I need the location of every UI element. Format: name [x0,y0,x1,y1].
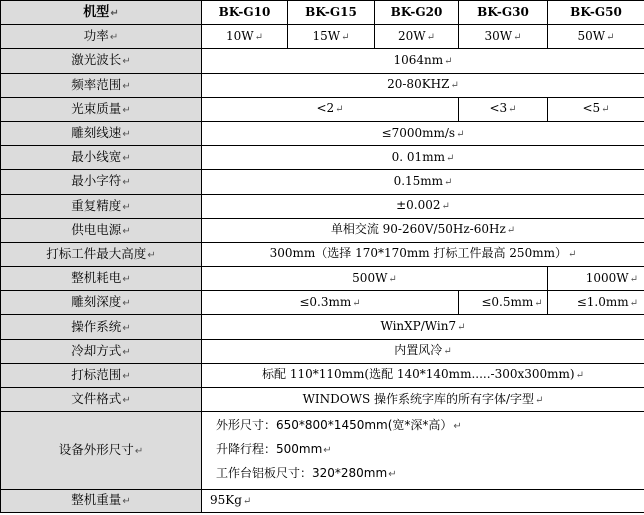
row-label: 雕刻深度↵ [1,291,202,315]
row-label: 供电电源↵ [1,218,202,242]
file-format-value: WINDOWS 操作系统字库的所有字体/字型↵ [202,388,644,412]
row-label: 设备外形尺寸↵ [1,412,202,490]
model-name: BK-G10 [202,1,288,25]
dimensions-line: 外形尺寸：650*800*1450mm(宽*深*高）↵ [216,418,462,433]
beam-quality-value: <2↵ [202,97,459,121]
engraving-depth-value: ≤0.5mm↵ [459,291,548,315]
max-height-value: 300mm（选择 170*170mm 打标工件最高 250mm）↵ [202,242,644,266]
frequency-value: 20-80KHZ↵ [202,73,644,97]
row-label: 激光波长↵ [1,49,202,73]
row-wavelength [1,49,644,73]
engraving-speed-value: ≤7000mm/s↵ [202,121,644,145]
row-label: 最小线宽↵ [1,146,202,170]
cooling-value: 内置风冷↵ [202,339,644,363]
header-label: 机型↵ [1,1,202,25]
row-beam-quality [1,97,644,121]
min-char-value: 0.15mm↵ [202,170,644,194]
row-engraving-speed [1,121,644,145]
row-frequency [1,73,644,97]
machine-power-value: 1000W↵ [548,267,644,291]
row-dimensions [1,412,644,490]
row-cooling [1,339,644,363]
dimensions-value [202,412,644,490]
row-label: 操作系统↵ [1,315,202,339]
row-label: 频率范围↵ [1,73,202,97]
row-min-char [1,170,644,194]
power-value: 30W↵ [459,25,548,49]
power-value: 20W↵ [375,25,459,49]
row-label: 重复精度↵ [1,194,202,218]
model-name: BK-G50 [548,1,644,25]
model-name: BK-G15 [288,1,375,25]
weight-value: 95Kg↵ [202,489,644,512]
row-label: 整机耗电↵ [1,267,202,291]
row-label: 功率↵ [1,25,202,49]
row-label: 雕刻线速↵ [1,121,202,145]
marking-range-value: 标配 110*110mm(选配 140*140mm.....-300x300mm)↵ [202,363,644,387]
power-supply-value: 单相交流 90-260V/50Hz-60Hz↵ [202,218,644,242]
dimensions-line: 升降行程：500mm↵ [216,442,332,457]
model-name: BK-G30 [459,1,548,25]
row-repeat-accuracy [1,194,644,218]
row-label: 打标范围↵ [1,363,202,387]
row-label: 最小字符↵ [1,170,202,194]
power-value: 50W↵ [548,25,644,49]
row-label: 文件格式↵ [1,388,202,412]
beam-quality-value: <5↵ [548,97,644,121]
machine-power-value: 500W↵ [202,267,548,291]
row-label: 光束质量↵ [1,97,202,121]
engraving-depth-value: ≤0.3mm↵ [202,291,459,315]
row-os [1,315,644,339]
row-file-format [1,388,644,412]
row-power [1,25,644,49]
row-label: 打标工件最大高度↵ [1,242,202,266]
row-label: 冷却方式↵ [1,339,202,363]
wavelength-value: 1064nm↵ [202,49,644,73]
row-engraving-depth [1,291,644,315]
power-value: 15W↵ [288,25,375,49]
header-row [1,1,644,25]
dimensions-line: 工作台铝板尺寸：320*280mm↵ [216,466,397,481]
row-weight [1,489,644,512]
engraving-depth-value: ≤1.0mm↵ [548,291,644,315]
repeat-accuracy-value: ±0.002↵ [202,194,644,218]
beam-quality-value: <3↵ [459,97,548,121]
row-max-height [1,242,644,266]
os-value: WinXP/Win7↵ [202,315,644,339]
row-min-line-width [1,146,644,170]
model-name: BK-G20 [375,1,459,25]
power-value: 10W↵ [202,25,288,49]
row-machine-power [1,267,644,291]
row-power-supply [1,218,644,242]
row-label: 整机重量↵ [1,489,202,512]
row-marking-range [1,363,644,387]
min-line-width-value: 0. 01mm↵ [202,146,644,170]
